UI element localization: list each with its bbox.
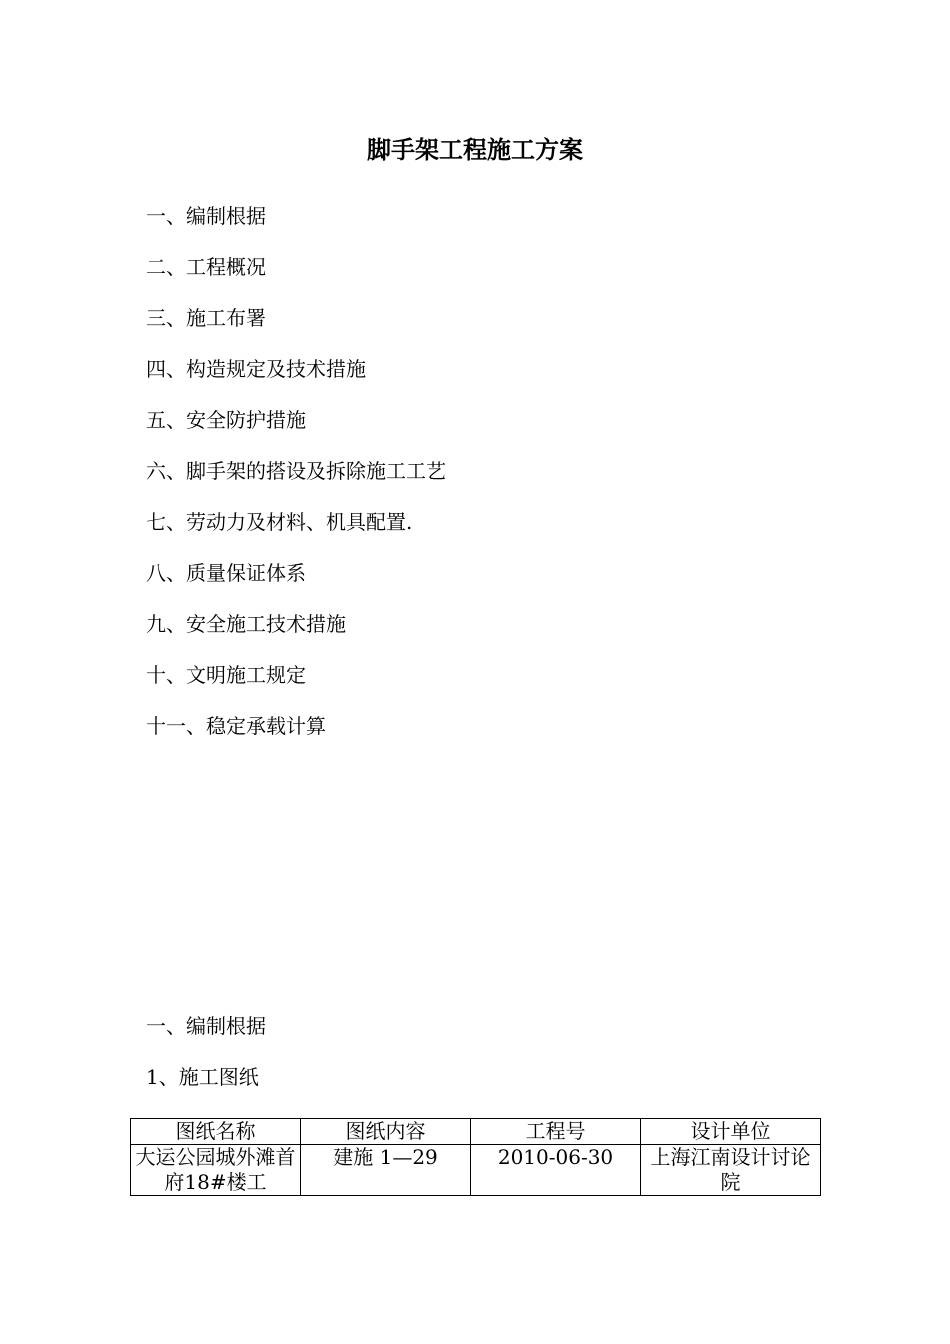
section-heading: 一、编制根据 xyxy=(146,1014,266,1038)
column-header: 工程号 xyxy=(471,1119,641,1145)
toc-item: 四、构造规定及技术措施 xyxy=(146,357,366,381)
toc-item: 二、工程概况 xyxy=(146,255,266,279)
table-row xyxy=(131,1145,821,1196)
toc-item: 十一、稳定承载计算 xyxy=(146,714,326,738)
table-cell: 建施 1—29 xyxy=(301,1145,471,1196)
toc-item: 七、劳动力及材料、机具配置. xyxy=(146,510,413,534)
table-cell: 2010-06-30 xyxy=(471,1145,641,1196)
table-of-contents xyxy=(146,198,446,759)
table-header-row xyxy=(131,1119,821,1145)
toc-item: 九、安全施工技术措施 xyxy=(146,612,346,636)
table-cell: 上海江南设计讨论院 xyxy=(641,1145,821,1196)
toc-item: 六、脚手架的搭设及拆除施工工艺 xyxy=(146,459,446,483)
toc-item: 一、编制根据 xyxy=(146,204,266,228)
column-header: 图纸名称 xyxy=(131,1119,301,1145)
document-title: 脚手架工程施工方案 xyxy=(367,135,583,164)
sub-heading: 1、施工图纸 xyxy=(146,1065,259,1089)
toc-item: 三、施工布署 xyxy=(146,306,266,330)
drawings-table xyxy=(130,1118,821,1196)
toc-item: 八、质量保证体系 xyxy=(146,561,306,585)
table-cell: 大运公园城外滩首府18#楼工 xyxy=(131,1145,301,1196)
column-header: 图纸内容 xyxy=(301,1119,471,1145)
toc-item: 五、安全防护措施 xyxy=(146,408,306,432)
column-header: 设计单位 xyxy=(641,1119,821,1145)
toc-item: 十、文明施工规定 xyxy=(146,663,306,687)
